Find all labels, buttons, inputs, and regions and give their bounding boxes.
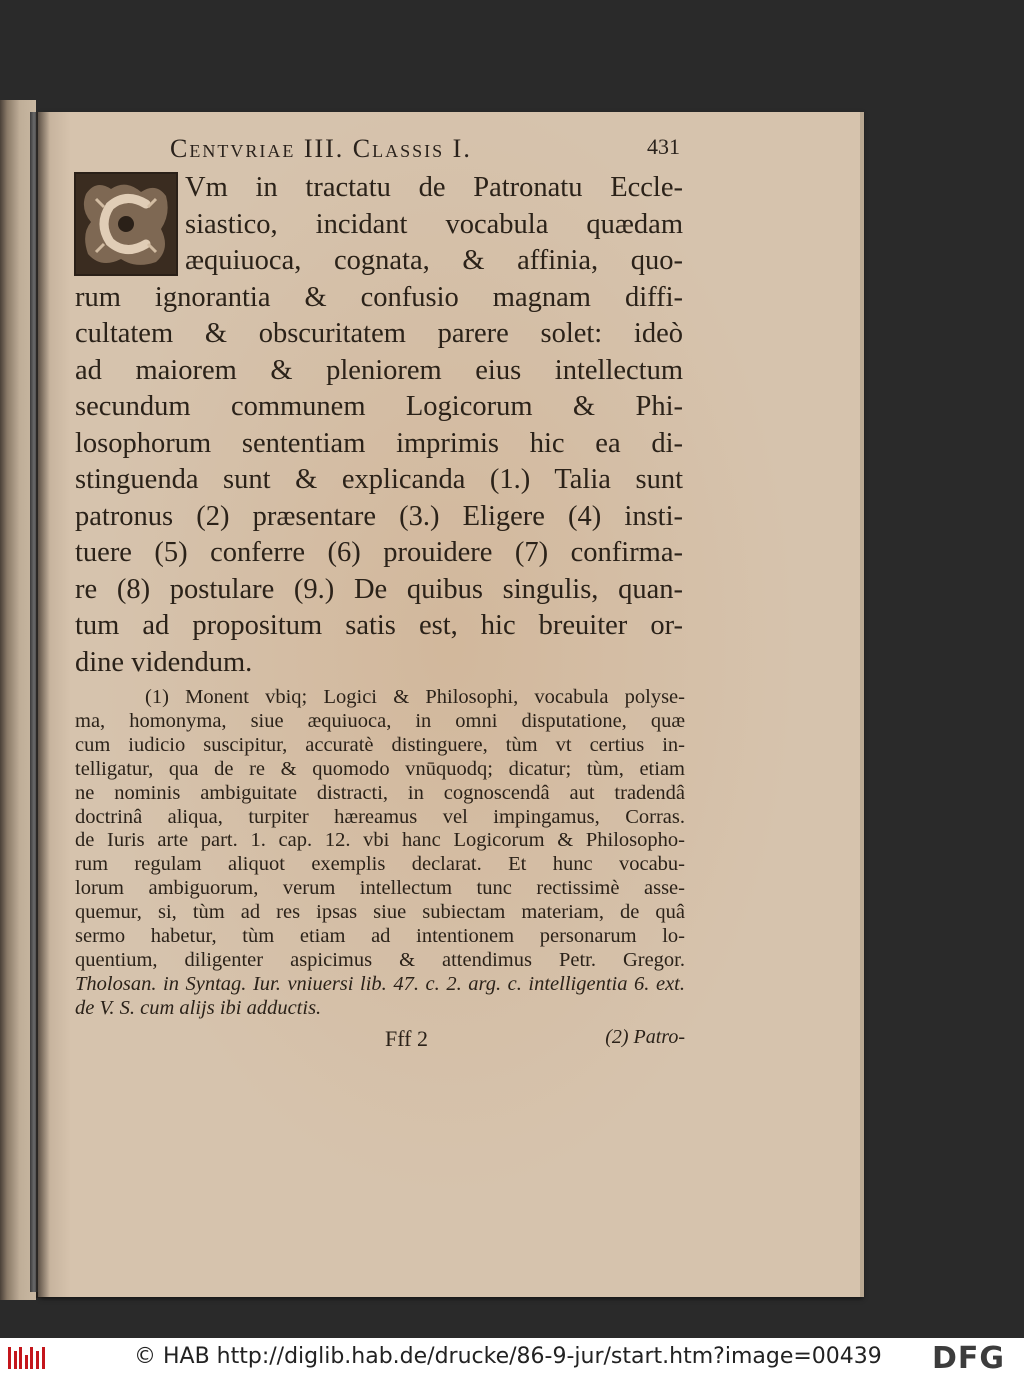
note-line: sermo habetur, tùm etiam ad intentionem personarum lo-: [75, 925, 685, 948]
note-line: quentium, diligenter aspicimus & attendimus Petr. Gregor.: [75, 948, 685, 971]
page-edge: [860, 112, 864, 1297]
note-line: cum iudicio suscipitur, accuratè distinguere, tùm vt certius in-: [75, 733, 685, 756]
text-line: siastico, incidant vocabula quædam: [185, 208, 683, 240]
note-line: Tholosan. in Syntag. Iur. vniuersi lib. 47. c. 2. arg. c. intelligentia 6. ext.: [75, 972, 685, 995]
note-line: rum regulam aliquot exemplis declarat. Et hunc vocabu-: [75, 853, 685, 876]
page-number: 431: [647, 134, 680, 159]
note-line: doctrinâ aliqua, turpiter hæreamus vel impingamus, Corras.: [75, 805, 685, 828]
dfg-logo[interactable]: DFG: [932, 1341, 1006, 1376]
note-line: ma, homonyma, siue æquiuoca, in omni disputatione, quæ: [75, 709, 685, 732]
note-line: de V. S. cum alijs ibi adductis.: [75, 996, 322, 1019]
text-line: rum ignorantia & confusio magnam diffi-: [75, 281, 683, 313]
text-line: æquiuoca, cognata, & affinia, quo-: [185, 245, 683, 276]
text-line: patronus (2) præsentare (3.) Eligere (4) insti-: [75, 500, 683, 532]
running-head: [170, 134, 680, 168]
copyright-url[interactable]: © HAB http://diglib.hab.de/drucke/86-9-jur/start.htm?image=00439: [134, 1344, 882, 1369]
text-line: re (8) postulare (9.) De quibus singulis, quan-: [75, 573, 683, 605]
hab-barcode-logo-icon[interactable]: [8, 1345, 48, 1371]
note-line: ne nominis ambiguitate distracti, in cognoscendâ aut tradendâ: [75, 781, 685, 804]
note-line: lorum ambiguorum, verum intellectum tunc rectissimè asse-: [75, 877, 685, 900]
note-line: (1) Monent vbiq; Logici & Philosophi, vocabula polyse-: [145, 686, 685, 708]
note-line: quemur, si, tùm ad res ipsas siue subiectam materiam, de quâ: [75, 901, 685, 924]
text-line: stinguenda sunt & explicanda (1.) Talia sunt: [75, 464, 683, 495]
text-line: cultatem & obscuritatem parere solet: ideò: [75, 318, 683, 349]
main-text-block: [75, 170, 683, 681]
text-line: tum ad propositum satis est, hic breuiter or-: [75, 610, 683, 641]
text-line: secundum communem Logicorum & Phi-: [75, 391, 683, 422]
gutter-shadow: [36, 112, 50, 1298]
text-line: losophorum sententiam imprimis hic ea di-: [75, 427, 683, 459]
running-title: Centvriae III. Classis I.: [170, 134, 472, 163]
text-line: Vm in tractatu de Patronatu Eccle-: [185, 172, 683, 203]
signature-mark: Fff 2: [385, 1026, 428, 1051]
text-line: tuere (5) conferre (6) prouidere (7) confirma-: [75, 537, 683, 568]
footer-bar: [0, 1338, 1024, 1378]
note-line: de Iuris arte part. 1. cap. 12. vbi hanc Logicorum & Philosopho-: [75, 829, 685, 852]
footnote-block: [75, 686, 685, 1021]
text-line: ad maiorem & pleniorem eius intellectum: [75, 354, 683, 386]
note-line: telligatur, qua de re & quomodo vnūquodq; dicatur; tùm, etiam: [75, 757, 685, 780]
catchword: (2) Patro-: [605, 1026, 685, 1048]
page-footer-line: [75, 1026, 685, 1054]
text-line: dine videndum.: [75, 646, 253, 678]
